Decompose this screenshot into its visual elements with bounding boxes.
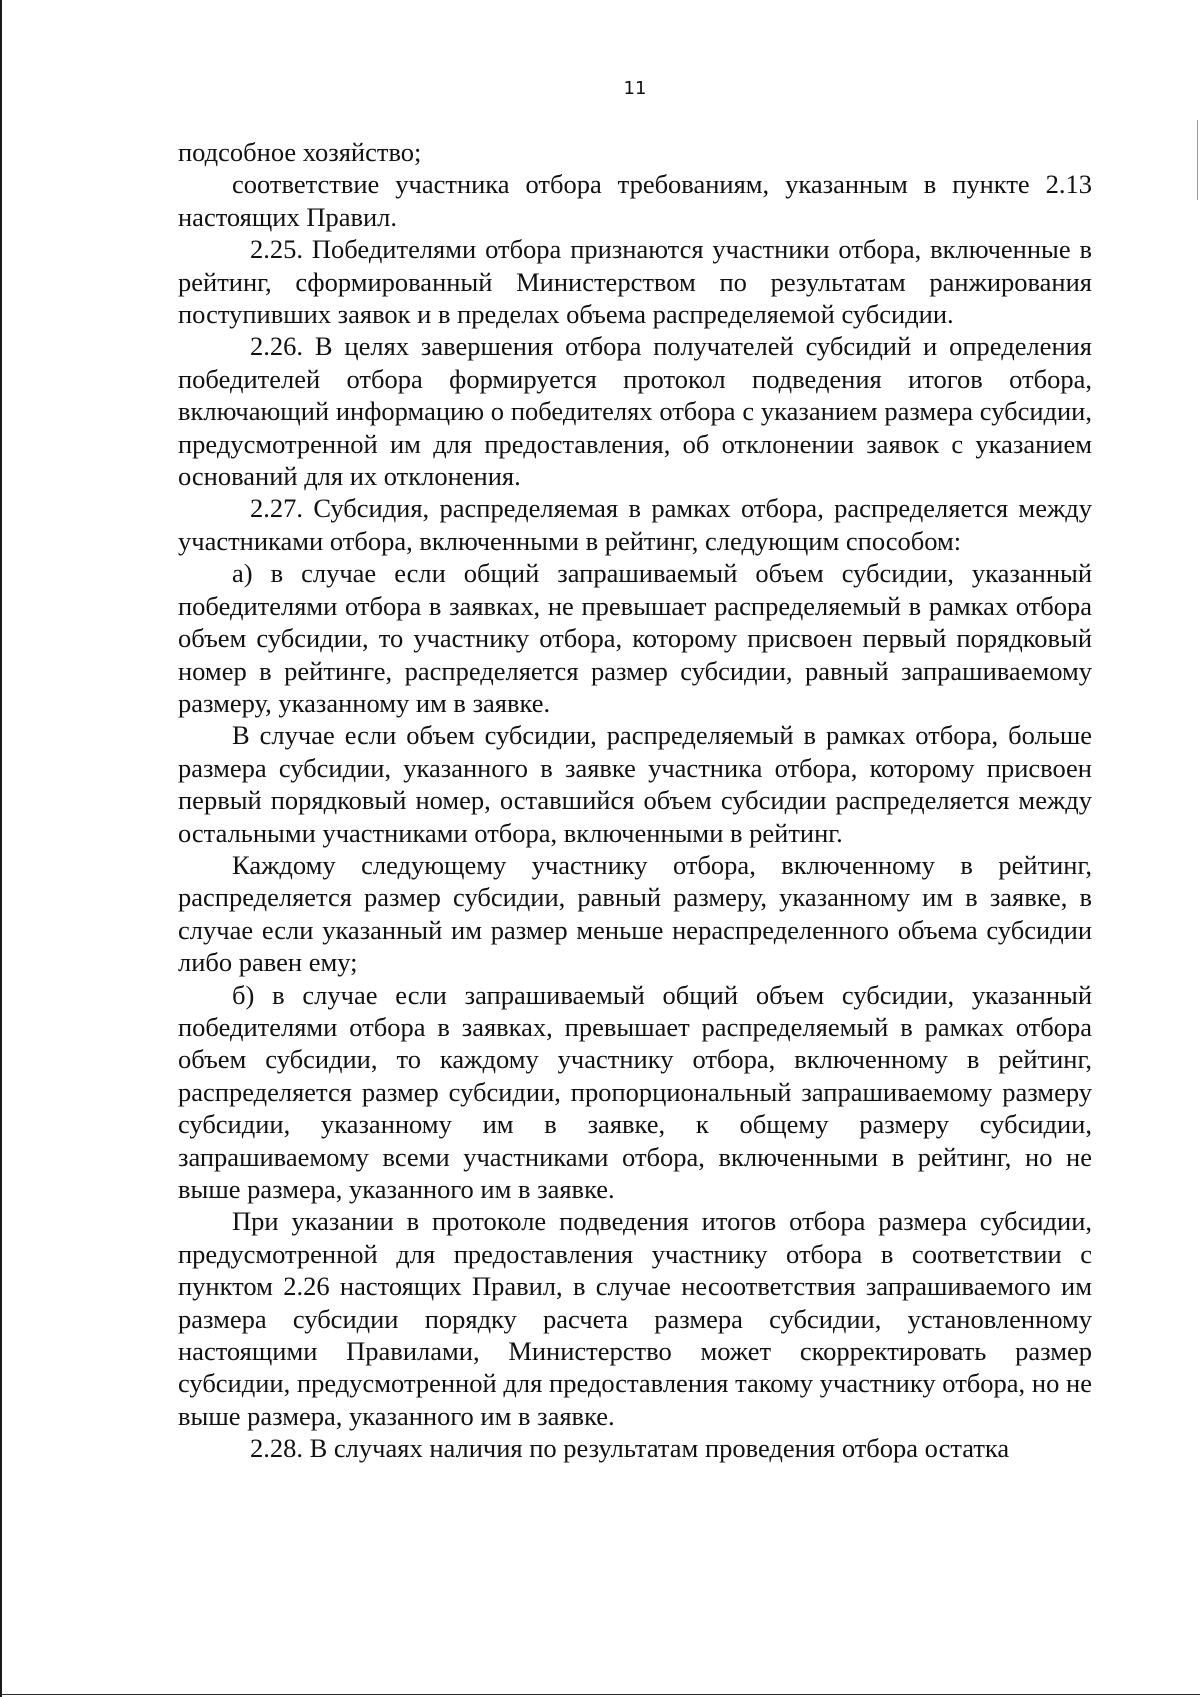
- paragraph-2-28: 2.28. В случаях наличия по результатам проведения отбора остатка: [250, 1433, 1010, 1464]
- paragraph-item-b: б) в случае если запрашиваемый общий объем субсидии, указанный победителями отбора в заявках, превышает распределяемый в рамках отбора объем субсидии, то каждому участнику отбора, включенному в рейтинг, распределяется размер субсидии, пропорциональный запрашиваемому размеру субсидии, указанному им в заявке, к общему размеру субсидии, запрашиваемому всеми участниками отбора, включенными в рейтинг, но не выше размера, указанного им в заявке.: [178, 979, 1092, 1204]
- paragraph-2: соответствие участника отбора требованиям, указанным в пункте 2.13 настоящих Правил.: [178, 169, 1092, 232]
- scan-edge-right: [1197, 120, 1198, 200]
- scan-edge-bottom: [0, 1694, 1200, 1695]
- paragraph-protocol-correction: При указании в протоколе подведения итогов отбора размера субсидии, предусмотренной для предоставления участнику отбора в соответствии с пунктом 2.26 настоящих Правил, в случае несоответствия запрашиваемого им размера субсидии порядку расчета размера субсидии, установленному настоящими Правилами, Министерство может скорректировать размер субсидии, предусмотренной для предоставления такому участнику отбора, но не выше размера, указанного им в заявке.: [178, 1206, 1092, 1431]
- paragraph-1: подсобное хозяйство;: [178, 137, 422, 167]
- scan-edge-left: [0, 0, 2, 1697]
- paragraph-2-27: 2.27. Субсидия, распределяемая в рамках отбора, распределяется между участниками отбора, включенными в рейтинг, следующим способом:: [178, 493, 1092, 556]
- paragraph-each-next: Каждому следующему участнику отбора, включенному в рейтинг, распределяется размер субсидии, равный размеру, указанному им в заявке, в случае если указанный им размер меньше нераспределенного объема субсидии либо равен ему;: [178, 849, 1092, 978]
- paragraph-item-a: а) в случае если общий запрашиваемый объем субсидии, указанный победителями отбора в заявках, не превышает распределяемый в рамках отбора объем субсидии, то участнику отбора, которому присвоен первый порядковый номер в рейтинге, распределяется размер субсидии, равный запрашиваемому размеру, указанному им в заявке.: [178, 558, 1092, 718]
- paragraph-2-25: 2.25. Победителями отбора признаются участники отбора, включенные в рейтинг, сформированный Министерством по результатам ранжирования поступивших заявок и в пределах объема распределяемой субсидии.: [178, 234, 1092, 330]
- document-body: [178, 136, 1092, 1465]
- page-number: 11: [623, 78, 647, 99]
- paragraph-2-26: 2.26. В целях завершения отбора получателей субсидий и определения победителей отбора формируется протокол подведения итогов отбора, включающий информацию о победителях отбора с указанием размера субсидии, предусмотренной им для предоставления, об отклонении заявок с указанием оснований для их отклонения.: [178, 331, 1092, 492]
- paragraph-remaining-volume: В случае если объем субсидии, распределяемый в рамках отбора, больше размера субсидии, указанного в заявке участника отбора, которому присвоен первый порядковый номер, оставшийся объем субсидии распределяется между остальными участниками отбора, включенными в рейтинг.: [178, 720, 1092, 848]
